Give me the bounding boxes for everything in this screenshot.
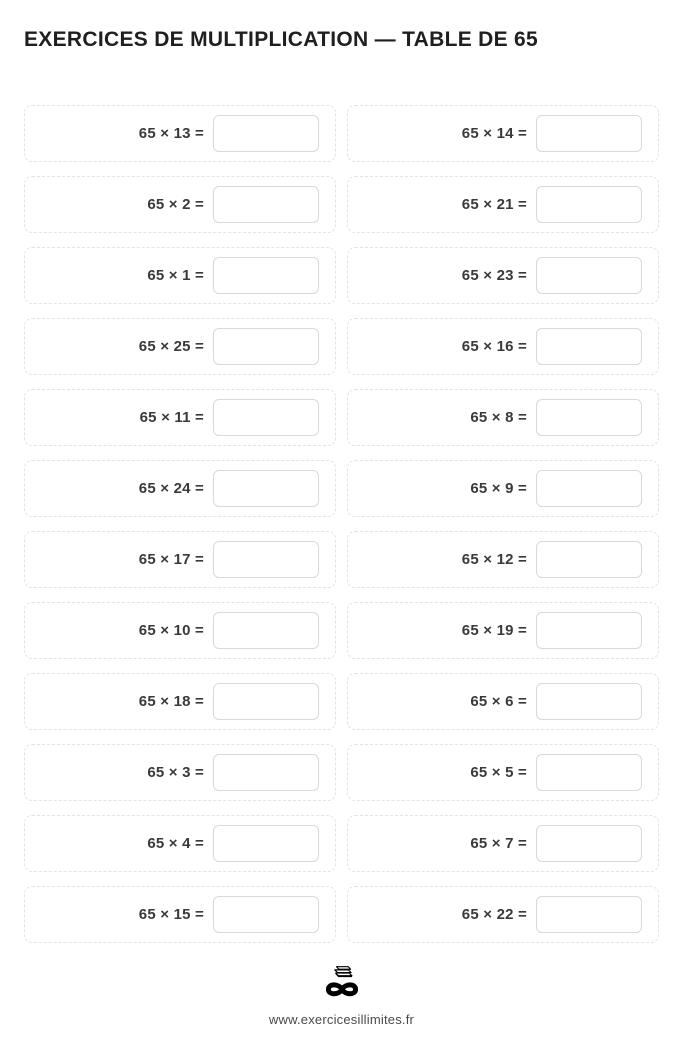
answer-input[interactable] <box>213 115 319 152</box>
exercise-card <box>347 176 659 233</box>
exercise-label: 65 × 25 = <box>138 338 204 355</box>
answer-input[interactable] <box>536 683 642 720</box>
answer-input[interactable] <box>213 328 319 365</box>
exercise-card <box>24 247 336 304</box>
answer-input[interactable] <box>536 257 642 294</box>
exercise-card <box>347 886 659 943</box>
answer-input[interactable] <box>536 399 642 436</box>
answer-input[interactable] <box>213 399 319 436</box>
answer-input[interactable] <box>536 186 642 223</box>
answer-input[interactable] <box>213 257 319 294</box>
exercise-label: 65 × 1 = <box>147 267 204 284</box>
exercise-card <box>24 602 336 659</box>
exercise-card <box>24 886 336 943</box>
answer-input[interactable] <box>536 896 642 933</box>
answer-input[interactable] <box>536 754 642 791</box>
answer-input[interactable] <box>213 470 319 507</box>
exercise-label: 65 × 5 = <box>470 764 527 781</box>
exercise-label: 65 × 21 = <box>461 196 527 213</box>
exercise-label: 65 × 11 = <box>139 409 204 426</box>
answer-input[interactable] <box>213 683 319 720</box>
exercise-label: 65 × 19 = <box>461 622 527 639</box>
exercise-label: 65 × 3 = <box>147 764 204 781</box>
exercise-label: 65 × 15 = <box>138 906 204 923</box>
answer-input[interactable] <box>213 186 319 223</box>
exercise-label: 65 × 23 = <box>461 267 527 284</box>
answer-input[interactable] <box>213 612 319 649</box>
exercise-card <box>24 105 336 162</box>
answer-input[interactable] <box>536 328 642 365</box>
exercise-label: 65 × 16 = <box>461 338 527 355</box>
exercise-card <box>347 815 659 872</box>
exercise-card <box>24 673 336 730</box>
exercise-card <box>24 460 336 517</box>
exercise-card <box>347 744 659 801</box>
exercises-grid <box>24 105 659 943</box>
exercise-label: 65 × 17 = <box>138 551 204 568</box>
exercise-label: 65 × 10 = <box>138 622 204 639</box>
exercise-card <box>24 176 336 233</box>
infinity-books-icon <box>322 964 362 1002</box>
exercise-card <box>24 744 336 801</box>
exercise-label: 65 × 8 = <box>470 409 527 426</box>
exercise-label: 65 × 22 = <box>461 906 527 923</box>
exercise-card <box>347 673 659 730</box>
answer-input[interactable] <box>213 541 319 578</box>
footer <box>0 964 683 1027</box>
exercise-label: 65 × 2 = <box>147 196 204 213</box>
exercise-label: 65 × 6 = <box>470 693 527 710</box>
answer-input[interactable] <box>213 896 319 933</box>
page-title: EXERCICES DE MULTIPLICATION — TABLE DE 65 <box>24 28 539 51</box>
exercise-label: 65 × 24 = <box>138 480 204 497</box>
exercise-card <box>347 389 659 446</box>
exercise-label: 65 × 12 = <box>461 551 527 568</box>
exercise-label: 65 × 4 = <box>147 835 204 852</box>
exercise-card <box>347 531 659 588</box>
answer-input[interactable] <box>213 754 319 791</box>
exercise-card <box>24 318 336 375</box>
answer-input[interactable] <box>536 541 642 578</box>
exercise-card <box>24 389 336 446</box>
exercise-label: 65 × 18 = <box>138 693 204 710</box>
exercise-label: 65 × 9 = <box>470 480 527 497</box>
exercise-label: 65 × 7 = <box>470 835 527 852</box>
exercise-card <box>347 247 659 304</box>
answer-input[interactable] <box>213 825 319 862</box>
answer-input[interactable] <box>536 470 642 507</box>
exercise-card <box>24 531 336 588</box>
exercise-card <box>347 460 659 517</box>
exercise-card <box>347 318 659 375</box>
exercise-label: 65 × 14 = <box>461 125 527 142</box>
answer-input[interactable] <box>536 115 642 152</box>
exercise-card <box>347 105 659 162</box>
exercise-card <box>347 602 659 659</box>
answer-input[interactable] <box>536 612 642 649</box>
answer-input[interactable] <box>536 825 642 862</box>
exercise-label: 65 × 13 = <box>138 125 204 142</box>
footer-url: www.exercicesillimites.fr <box>268 1012 415 1027</box>
exercise-card <box>24 815 336 872</box>
